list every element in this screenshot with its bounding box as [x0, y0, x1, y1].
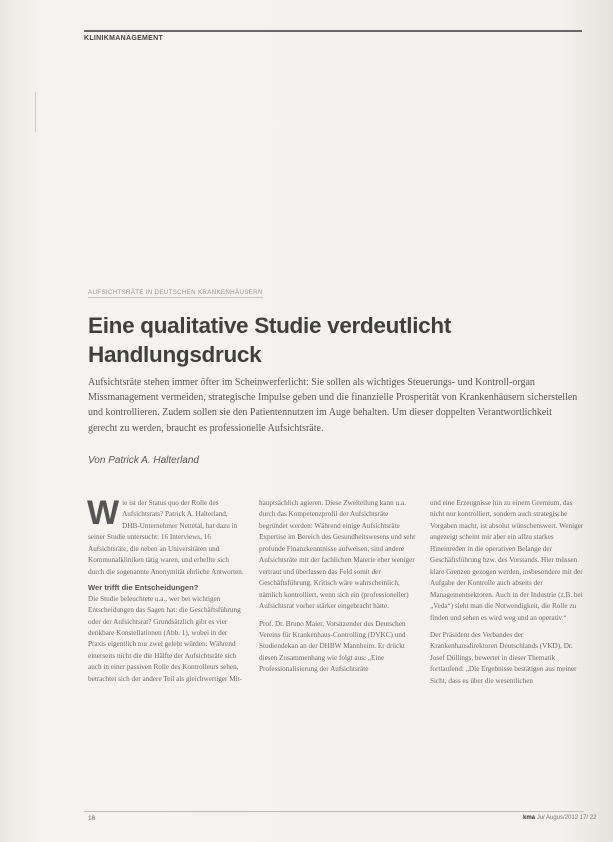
article-headline: [88, 311, 508, 369]
issue-label: Ju/ Augus/2012: [536, 815, 579, 821]
headline-line-1: Eine qualitative Studie verdeutlicht: [88, 313, 452, 338]
section-label: KLINIKMANAGEMENT: [84, 35, 164, 42]
text-column-1: [87, 494, 245, 685]
headline-line-2: Handlungsdruck: [88, 342, 262, 367]
column-3-paragraph-1: und eine Erzeugnisse hin zu einem Gremium, das nicht nur kontrolliert, sondern auch strategische Vorgaben macht, ist absolut wünschenswert. Weniger angezeigt scheint mir aber ein allzu starkes Hineinreden in die operativen Belange der Geschäftsführung bzw. des Vorstands. Hier müssen klare Grenzen gezogen werden, insbesondere mit der Aufgabe der Kontrolle auch abseits der Managementsektoren. Auch in der Industrie (z.B. bei „Veda“) sieht man die Notwendigkeit, die Rolle zu finden und sehen es wird weg und an operativ.“: [430, 499, 584, 622]
article-lead: Aufsichtsräte stehen immer öfter im Scheinwerferlicht: Sie sollen als wichtiges Steuerungs- und Kontroll-organ Missmanagement vermeiden, strategische Impulse geben und die finanzielle Prosperität von Krankenhäusern sicherstellen und kontrollieren. Zudem sollen sie den Patientennutzen im Auge behalten. Um dieser doppelten Verantwortlichkeit gerecht zu werden, braucht es professionelle Aufsichtsräte.: [88, 377, 578, 434]
footer-rule: [84, 811, 584, 812]
page-number-right: 17/ 22: [579, 815, 597, 821]
column-2-paragraph-2: Prof. Dr. Bruno Maier, Vorsitzender des Deutschen Vereins für Krankenhaus-Controlling (DVKC) und Studiendekan an der DHBW Mannheim. Er drückt diesen Zusammenhang wie folgt aus: „Eine Professionalisierung der Aufsichtsräte: [259, 619, 406, 674]
drop-cap: W: [87, 494, 120, 532]
column-1-paragraph-1: [87, 494, 245, 578]
scan-crease: [35, 92, 36, 132]
page-number-left: 16: [88, 815, 96, 822]
column-1-paragraph-2: Die Studie beleuchtete u.a., wer bei wichtigen Entscheidungen das Sagen hat: die Geschäftsführung oder der Aufsichtsrat? Grundsätzlich gibt es vier denkbare Konstellationen (Abb. 1), wobei in der Praxis eigentlich nur zwei gelebt würden: Während einerseits nicht die die Hälfte der Aufsichtsräte sich auch in einer passiven Rolle des Kontrolleurs sehen, betrachtet sich der andere Teil als gleichwertiger Mit-: [88, 594, 243, 683]
article-kicker: AUFSICHTSRÄTE IN DEUTSCHEN KRANKENHÄUSERN: [88, 289, 263, 296]
subheading: Wer trifft die Entscheidungen?: [88, 583, 199, 593]
column-2-paragraph-1: hauptsächlich agieren. Diese Zweiteilung kann u.a. durch das Kompetenzprofil der Aufsichtsräte begründet werden: Während einige Aufsichtsräte Expertise im Bereich des Gesundheitswesens und sehr profunde Finanzkenntnisse aufweisen, sind andere Aufsichtsräte mit der fachlichen Materie eher weniger vertraut und überlassen das Feld somit der Geschäftsführung. Kritisch wäre wahrscheinlich, nämlich kontrolliert, wenn sich ein (professioneller) Aufsichtsrat vorher stärker eingebracht hätte.: [259, 499, 416, 611]
journal-name: kma: [523, 815, 536, 821]
section-header: [84, 30, 582, 42]
article-author: Von Patrick A. Halterland: [88, 455, 199, 466]
column-1-paragraph-1-text: ie ist der Status quo der Rolle des Aufsichtsrats? Patrick A. Halterland, DHB-Unternehmer Nettetal, hat dazu in seiner Studie untersucht: 16 Interviews, 16 Aufsichtsräte, die neben an Universitäten und Kommunalkliniken tätig waren, und erhellte sich durch die sogenannte Anonymität ehrliche Antworten.: [88, 499, 244, 576]
text-column-3: [430, 498, 587, 687]
text-column-2: [259, 498, 416, 676]
footer-journal-info: [523, 815, 596, 821]
column-3-paragraph-2: Der Präsident des Verbandes der Krankenhausdirektoren Deutschlands (VKD), Dr. Josef Düllings, bewertet in dieser Thematik fortlaufend: „Die Ergebnisse bestätigen aus meiner Sicht, dass es über die wesentlichen: [430, 630, 577, 685]
